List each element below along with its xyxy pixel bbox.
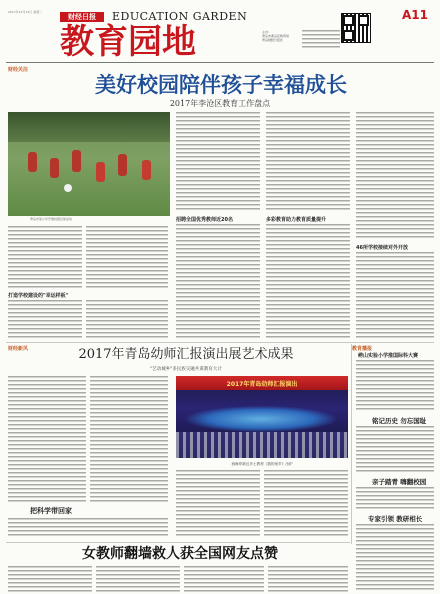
- masthead-info-text: [302, 30, 340, 50]
- stage-performance-photo: [176, 376, 348, 458]
- section-tag-edu-report: 教育播报: [352, 346, 373, 352]
- second-body-3: [8, 518, 168, 538]
- section-tag-new-style: 财经新风: [8, 346, 29, 352]
- right-head-1: 崂山实验小学推国际科大赛: [358, 353, 419, 359]
- lead-body-left-2: [86, 226, 168, 288]
- lead-body-mid-3: [266, 112, 350, 212]
- lead-body-mid-1: [176, 112, 260, 212]
- lead-body-mid-4: [266, 224, 350, 338]
- bottom-body-1: [8, 566, 92, 592]
- qr-code-image: [342, 14, 370, 42]
- right-column-rule: [351, 344, 352, 544]
- lead-sidebar-title: 打造学校建设的"幸运样板": [8, 293, 69, 299]
- page-number: A11: [402, 8, 428, 22]
- bottom-body-4: [268, 566, 348, 592]
- bottom-headline: 女教师翻墙救人获全国网友点赞: [82, 546, 278, 562]
- paper-logo: 财经日报: [60, 12, 104, 22]
- second-body-5: [264, 470, 348, 538]
- lead-body-right-2: [356, 252, 434, 338]
- lead-subheadline: 2017年李沧区教育工作盘点: [169, 99, 271, 108]
- second-subheadline: "艺动城乡"多民族交融共谋教育大计: [150, 367, 222, 372]
- lead-col-head-1: 招聘全国优秀教师近20名: [176, 217, 233, 223]
- english-title: EDUCATION GARDEN: [112, 10, 248, 23]
- lead-body-left: [8, 226, 82, 288]
- right-body-1: [356, 360, 434, 410]
- second-headline: 2017年青岛幼师汇报演出展艺术成果: [78, 347, 294, 362]
- right-head-2: 铭记历史 勿忘国耻: [372, 417, 427, 425]
- cohost-line: 主办：: [262, 30, 272, 34]
- lead-body-right-1: [356, 112, 434, 240]
- stage-banner-text: 2017年青岛幼师汇报演出: [226, 381, 298, 388]
- right-body-4: [356, 524, 434, 590]
- section-rule-2: [6, 542, 350, 543]
- lead-body-mid-2: [176, 224, 260, 338]
- second-body-4: [176, 470, 260, 538]
- section-rule-1: [6, 342, 434, 343]
- lead-headline: 美好校园陪伴孩子幸福成长: [95, 73, 347, 97]
- lead-photo-caption: 青岛市某小学开展校园足球活动: [30, 217, 73, 221]
- stage-photo-caption: 西海岸新区多土教材《我的家乡》出炉: [231, 462, 293, 466]
- cohost-line: 青岛市黄岛区教育局: [262, 34, 290, 39]
- bottom-body-3: [184, 566, 264, 592]
- right-body-3: [356, 487, 434, 511]
- cohost-line: 青岛财经日报社: [262, 38, 284, 43]
- lead-body-left-3: [8, 300, 82, 338]
- right-head-4: 专家引领 教研相长: [368, 515, 423, 523]
- masthead-rule: [6, 62, 434, 63]
- chinese-title: 教育园地: [60, 22, 196, 62]
- second-bottom-head: 把科学带回家: [30, 507, 72, 515]
- lead-col-head-2: 多彩教育助力教育质量提升: [266, 217, 327, 223]
- right-body-2: [356, 426, 434, 472]
- second-body-1: [8, 376, 86, 502]
- section-tag-finance-focus: 财经关注: [8, 67, 29, 73]
- lead-col-head-3: 46所学校接续对外开放: [356, 245, 408, 251]
- lead-body-left-4: [86, 300, 168, 338]
- right-head-3: 亲子踏青 嗨翻校园: [372, 478, 427, 486]
- bottom-body-2: [96, 566, 180, 592]
- date-line: 2017年12月12日 星期二: [8, 10, 43, 14]
- lead-photo-soccer: [8, 112, 170, 216]
- cohost-block: [262, 30, 289, 43]
- second-body-2: [90, 376, 168, 502]
